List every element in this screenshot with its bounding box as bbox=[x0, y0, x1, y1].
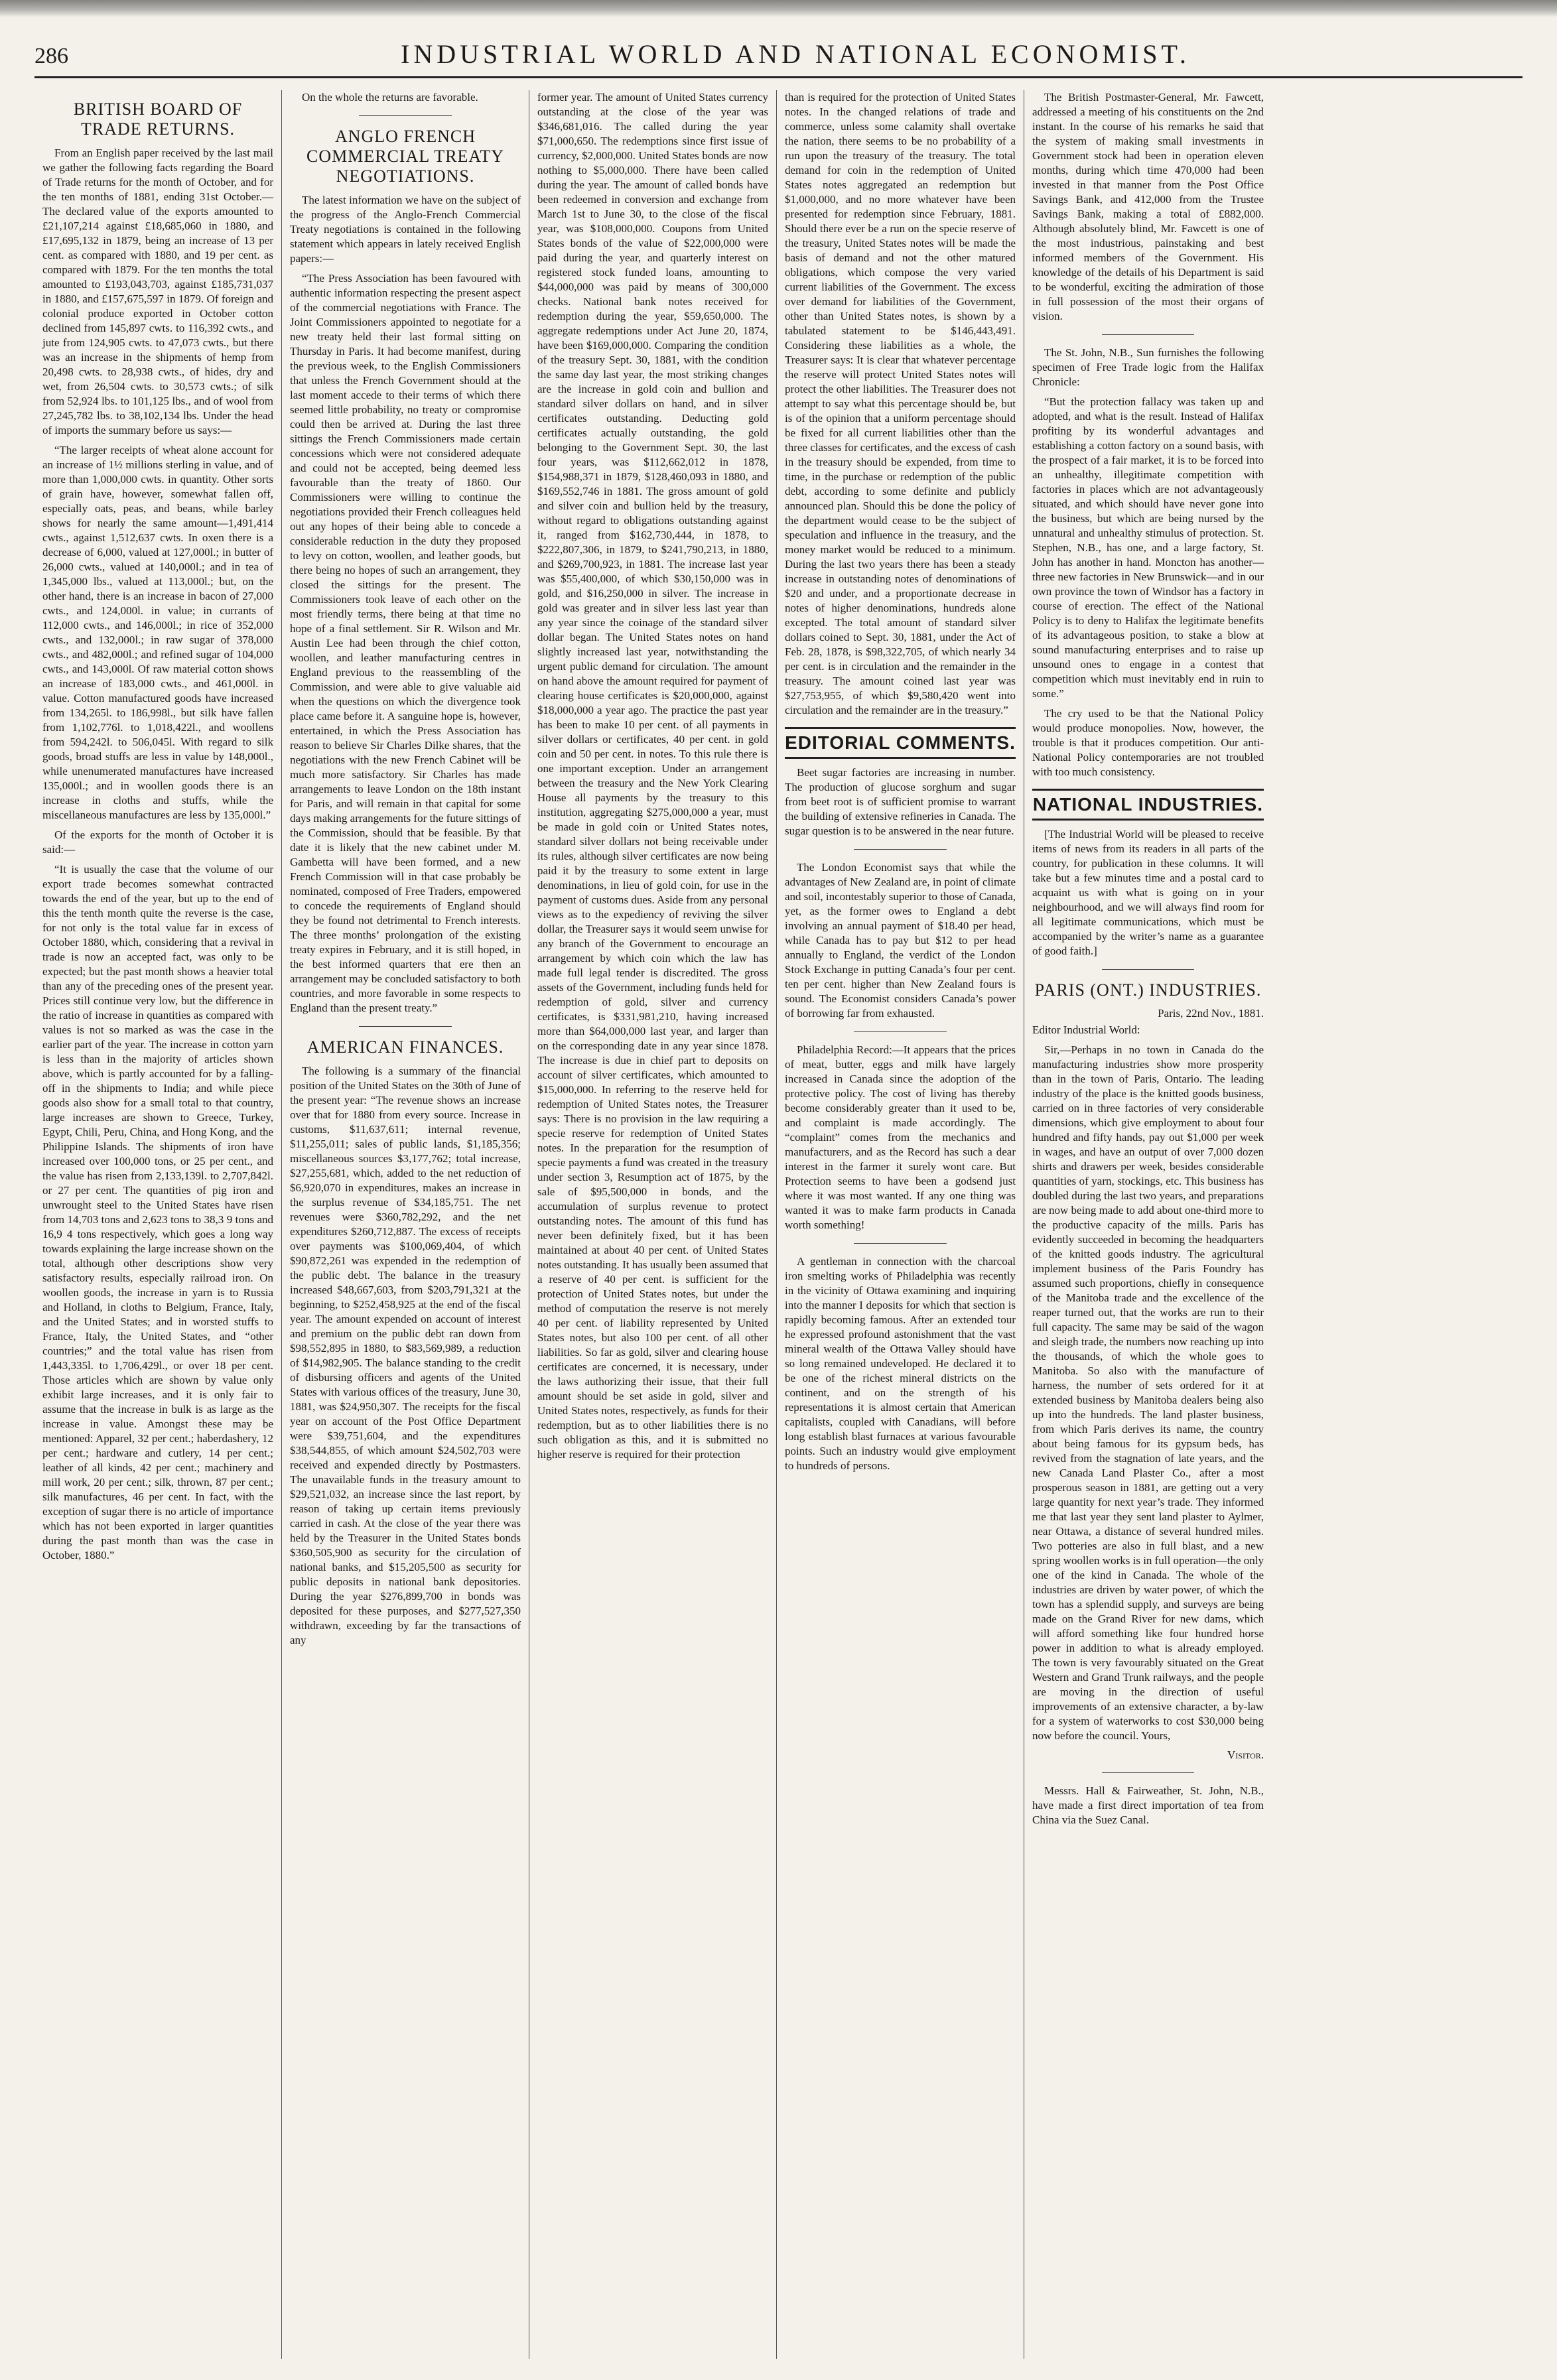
letter-body: Sir,—Perhaps in no town in Canada do the manufacturing industries show more prosperity than in the town of Paris, Ontario. The leading industry of the place is the knitted goods business, carried on in three factories of very considerable dimensions, which give employment to about four hundred and fifty hands, pay out $1,000 per week in wages, and have an output of over 7,000 dozen shirts and drawers per week, besides considerable quantities of yarn, stockings, etc. This business has doubled during the last two years, and preparations are now being made to add about one-third more to the productive capacity of the mills. Paris has evidently succeeded in becoming the headquarters of the knitted goods industry. The agricultural implement business of the Paris Foundry has assumed such proportions, chiefly in consequence of the Manitoba trade and the excellence of the reaper turned out, that the works are run to their full capacity. The same may be said of the wagon and sleigh trade, the numbers now reaching up into the thousands, of which the whole goes to Manitoba. So also with the manufacture of harness, the number of sets ordered for it at extended business by Manitoba dealers being also up into the hundreds. The land plaster business, from which Paris derives its name, the country about being famous for its gypsum beds, has revived from the stagnation of late years, and the new Canada Land Plaster Co., after a most prosperous season in 1881, are getting out a very large quantity for next year’s trade. They informed me that last year they sent land plaster to Aylmer, near Ottawa, a distance of several hundred miles. Two potteries are also in full blast, and a new spring woollen works is in full operation—the only one of the kind in Canada. The whole of the industries are driven by water power, of which the town has a splendid supply, and surveys are being made on the Grand River for new dams, which will afford something like four hundred horse power in addition to what is already employed. The town is very favourably situated on the Great Western and Grand Trunk railways, and the people are moving in the direction of useful improvements of an extensive character, a by-law for a system of waterworks to cost $30,000 being now before the council. Yours, bbox=[1032, 1043, 1264, 1742]
divider bbox=[1102, 334, 1195, 335]
article-paragraph: The latest information we have on the subject of the progress of the Anglo-French Commercial Treaty negotiations is contained in the following statement which appears in lately received English papers:— bbox=[290, 194, 521, 265]
column-4 bbox=[777, 90, 1024, 2359]
column-2 bbox=[282, 90, 529, 2359]
divider bbox=[854, 849, 946, 850]
columns bbox=[34, 90, 1523, 2359]
editorial-item: A gentleman in connection with the charcoal iron smelting works of Philadelphia was recently in the vicinity of Ottawa examining and inquiring into the manner I deposits for which that section is rapidly becoming famous. After an extended tour he expressed profound astonishment that the vast mineral wealth of the Ottawa Valley should have so long remained undeveloped. He declared it to be one of the richest mineral districts on the continent, and on the strength of his representations it is almost certain that American capitalists, coupled with Canadians, will before long establish blast furnaces at various favourable points. Such an industry would give employment to hundreds of persons. bbox=[785, 1255, 1016, 1472]
section-heading-national-industries: NATIONAL INDUSTRIES. bbox=[1032, 789, 1264, 821]
article-paragraph: From an English paper received by the last mail we gather the following facts regarding the Board of Trade returns for the month of October, and for the ten months of 1881, ending 31st October.—The declared value of the exports amounted to £21,107,214 against £18,685,060 in 1880, and £17,695,132 in 1879, being an increase of 13 per cent. as compared with 1880, and 19 per cent. as compared with 1879. For the ten months the total amounted to £193,043,703, against £185,731,037 in 1880, and £157,675,597 in 1879. Of foreign and colonial produce exported in October cotton declined from 145,897 cwts. to 116,392 cwts., and jute from 124,905 cwts. to 47,073 cwts., but there was an increase in the shipments of hemp from 20,498 cwts. to 28,938 cwts., of hides, dry and wet, from 26,504 cwts. to 30,573 cwts.; of silk from 52,924 lbs. to 101,125 lbs., and of wool from 27,245,782 lbs. to 38,102,134 lbs. Under the head of imports the summary before us says:— bbox=[42, 147, 273, 436]
article-paragraph: On the whole the returns are favorable. bbox=[302, 91, 478, 103]
editorial-item: Beet sugar factories are increasing in number. The production of glucose sorghum and sugar from beet root is of sufficient promise to warrant the building of extensive refineries in Canada. The sugar question is to be answered in the near future. bbox=[785, 766, 1016, 837]
article-quote: “The larger receipts of wheat alone account for an increase of 1½ millions sterling in value, and of more than 1,000,000 cwts. in quantity. Other sorts of grain have, however, somewhat fallen off, especially oats, peas, and beans, while barley shows for nearly the same amount—1,491,414 cwts., against 1,512,637 cwts. In oxen there is a decrease of 6,000, valued at 127,000l.; in butter of 26,000 cwts., valued at 140,000l.; and in tea of 1,345,000 lbs., valued at 113,000l.; but, on the other hand, there is an increase in bacon of 27,000 cwts., and 124,000l. in value; in currants of 112,000 cwts., and 146,000l.; in rice of 352,000 cwts., and 132,000l.; in raw sugar of 378,000 cwts., and 482,000l.; and refined sugar of 104,000 cwts., and 143,000l. Of raw material cotton shows an increase of 183,000 cwts., and 461,000l. in value. Cotton manufactured goods have increased from 134,265l. to 186,998l., but silk have fallen from 1,102,776l. to 1,018,422l., and woollens from 594,242l. to 506,045l. With regard to silk goods, broad stuffs are less in value by 148,000l., while unenumerated manufactures have increased 135,000l.; and in woollen goods there is an increase in cloths and stuffs, while the miscellaneous manufactures are less by 135,000l.” bbox=[42, 444, 273, 821]
letter-signature: Visitor. bbox=[1227, 1749, 1264, 1761]
divider bbox=[359, 1026, 451, 1027]
divider bbox=[1102, 969, 1195, 970]
article-quote: “But the protection fallacy was taken up and adopted, and what is the result. Instead of Halifax profiting by its wonderful advantages and establishing a cotton factory on a sound basis, with the prospect of a fair market, it is to be forced into an unhealthy, illegitimate competition with factories in places which are not advantageously situated, and which should have never gone into the business, but which are being nursed by the unnatural and unhealthy stimulus of protection. St. Stephen, N.B., has one, and a large factory, St. John has another in hand. Moncton has another—three new factories in New Brunswick—and in our own province the town of Windsor has a factory in course of erection. The effect of the National Policy is to deny to Halifax the legitimate benefits of its advantageous position, to stake a blow at sound manufacturing enterprises and to raise up unsound ones to engage in a contest that competition which must inevitably end in ruin to some.” bbox=[1032, 395, 1264, 700]
section-notice: [The Industrial World will be pleased to receive items of news from its readers in all parts of the country, for publication in these columns. It will take but a few minutes time and a postal card to acquaint us with what is going on in your neighbourhood, and we will always find room for all legitimate communications, which must be accompanied by the writer’s name as a guarantee of good faith.] bbox=[1032, 828, 1264, 957]
letter-salutation: Editor Industrial World: bbox=[1032, 1024, 1140, 1036]
divider bbox=[854, 1031, 946, 1032]
article-heading-american-finances: AMERICAN FINANCES. bbox=[306, 1037, 504, 1057]
divider bbox=[1102, 1772, 1195, 1773]
letter-heading-paris-industries: PARIS (ONT.) INDUSTRIES. bbox=[1034, 980, 1262, 1000]
column-5 bbox=[1024, 90, 1272, 2359]
article-paragraph: than is required for the protection of United States notes. In the changed relations of trade and commerce, unless some calamity shall overtake the nation, there seems to be no probability of a run upon the treasury of the treasury. The total demand for coin in the redemption of United States notes aggregated an redemption but $1,000,000, and no more whatever have been presented for redemption since February, 1881. Should there ever be a run on the specie reserve of the treasury, United States notes will be made the basis of demand and not the other matured obligations, which compose the very varied current liabilities of the Government. The excess over demand for liabilities of the Government, other than United States notes, is shown by a tabulated statement to be $146,443,491. Considering these liabilities as a whole, the Treasurer says: It is clear that whatever percentage the reserve will protect United States notes will protect the other liabilities. The Treasurer does not attempt to say what this percentage should be, but is of the opinion that a uniform percentage should be fixed for all current liabilities other than the three classes for certificates, and the excess of cash in the treasury should be expended, from time to time, in the purchase or redemption of the public debt, according to some definite and publicly announced plan. Should this be done the policy of the department would cease to be the subject of speculation and influence in the treasury, and the money market would be reduced to a minimum. During the last two years there has been a steady increase in outstanding notes of denominations of $20 and under, and a proportionate decrease in notes of higher denominations, hundreds alone excepted. The total amount of standard silver dollars coined to Sept. 30, 1881, under the Act of Feb. 28, 1878, is $98,322,705, of which nearly 34 per cent. is in circulation and the remainder in the treasury. The amount coined last year was $27,753,955, of which $9,580,420 went into circulation and the remainder are in the treasury.” bbox=[785, 91, 1016, 716]
column-1 bbox=[34, 90, 282, 2359]
editorial-item: The London Economist says that while the advantages of New Zealand are, in point of climate and soil, incontestably superior to those of Canada, yet, as the former owes to England a debt involving an annual payment of $18.40 per head, while Canada has to pay but $12 to per head annually to England, the verdict of the London Stock Exchange in putting Canada’s four per cent. ten per cent. higher than New Zealand fours is sound. The Economist considers Canada’s power of borrowing far from exhausted. bbox=[785, 861, 1016, 1020]
section-heading-editorial-comments: EDITORIAL COMMENTS. bbox=[785, 727, 1016, 759]
article-paragraph: Of the exports for the month of October it is said:— bbox=[42, 828, 273, 856]
article-paragraph: former year. The amount of United States currency outstanding at the close of the year was $346,681,016. The called during the year $71,000,650. The redemptions since first issue of currency, $2,000,000. United States bonds are now nothing to $5,000,000. There have been called during the year. The amount of called bonds have been redeemed in conversion and exchange from March 1st to June 30, to the close of the fiscal year, was $108,000,000. Coupons from United States bonds of the value of $22,000,000 were paid during the year, and quarterly interest on registered stock funded loans, amounting to $44,000,000 was paid by means of 300,000 checks. National bank notes received for redemption during the year, $59,650,000. The aggregate redemptions under Act June 20, 1874, have been $169,000,000. Comparing the condition of the treasury Sept. 30, 1881, with the condition the same day last year, the most striking changes are the increase in gold coin and bullion and standard silver dollars on hand, and in silver certificates outstanding. Deducting gold certificates actually outstanding, the gold belonging to the Government Sept. 30, the last four years, was $112,662,012 in 1878, $154,988,371 in 1879, $128,460,093 in 1880, and $169,552,746 in 1881. The gross amount of gold and silver coin and bullion held by the treasury, without regard to obligations outstanding against it, ranged from $162,730,444, in 1878, to $222,807,306, in 1879, to $241,790,213, in 1880, and $269,700,923, in 1881. The increase last year was $55,400,000, of which $30,150,000 was in gold, and $16,250,000 in silver. The increase in gold was greater and in silver less last year than any year since the coinage of the standard silver dollar began. The United States notes on hand slightly increased last year, notwithstanding the urgent public demand for circulation. The amount on hand above the amount required for payment of clearing house certificates is $20,000,000, against $18,000,000 a year ago. The practice the past year has been to make 10 per cent. of all payments in silver dollars or certificates, 40 per cent. in gold coin and 50 per cent. in notes. To this rule there is one important exception. Under an arrangement between the treasury and the New York Clearing House all payments by the treasury to this institution, aggregating $275,000,000 a year, must be made in gold coin or United States notes, standard silver dollars not being receivable under its rules, although silver certificates are now being paid it by the treasury to some extent in large denominations, in lieu of gold coin, for use in the payment of customs dues. Aside from any personal views as to the expediency of reviving the silver dollar, the Treasurer says it would seem unwise for any branch of the Government to encourage an arrangement by which coin which the law has made full legal tender is discredited. The gross assets of the Government, including funds held for redemption of gold, silver and currency certificates, is $331,981,210, having increased more than $64,000,000 last year, and larger than on the corresponding date in any year since 1878. The increase is due in chief part to deposits on account of silver certificates, which amounted to $15,000,000. In referring to the reserve held for redemption of United States notes, the Treasurer says: There is no provision in the law requiring a specie reserve for redemption of United States notes. In the preparation for the resumption of specie payments a fund was created in the treasury under section 3, Resumption act of 1875, by the sale of $95,500,000 in bonds, and the accumulation of surplus revenue to protect outstanding notes. The amount of this fund has never been definitely fixed, but it has been maintained at about 40 per cent. of United States notes outstanding. It has usually been assumed that a reserve of 40 per cent. is sufficient for the protection of United States notes, but under the method of computation the reserve is not merely 40 per cent. of liability represented by United States notes, but also 100 per cent. of all other liabilities. So far as gold, silver and clearing house certificates are concerned, it is necessary, under the laws authorizing their issue, that their full amount should be set aside in gold, silver and United States notes, respectively, as funds for their redemption, but as to other liabilities there is no such obligation as this, and it is submitted no higher reserve is required for their protection bbox=[537, 91, 768, 1461]
article-paragraph: Messrs. Hall & Fairweather, St. John, N.B., have made a first direct importation of tea from China via the Suez Canal. bbox=[1032, 1784, 1264, 1826]
article-paragraph: The British Postmaster-General, Mr. Fawcett, addressed a meeting of his constituents on the 2nd instant. In the course of his remarks he said that the system of making small investments in Government stock had been in operation eleven months, during which time 470,000 had been invested in that manner from the Post Office Savings Bank, and 412,000 from the Trustee Savings Bank, making a total of £882,000. Although absolutely blind, Mr. Fawcett is one of the most industrious, painstaking and best informed members of the Government. His knowledge of the details of his Department is said to be wonderful, exciting the admiration of those in full possession of the most their organs of vision. bbox=[1032, 91, 1264, 322]
page-header bbox=[34, 38, 1523, 78]
divider bbox=[854, 1243, 946, 1244]
article-heading-board-of-trade: BRITISH BOARD OF TRADE RETURNS. bbox=[73, 99, 243, 139]
divider bbox=[359, 115, 451, 116]
article-quote: “It is usually the case that the volume of our export trade becomes somewhat contracted towards the end of the year, but up to the end of this the tenth month quite the reverse is the case, for not only is the total value far in excess of October 1880, which, considering that a revival in trade is now an accepted fact, was only to be expected; but the past month shows a heavier total than any of the preceding ones of the present year. Prices still continue very low, but the difference in the ratio of increase in quantities as compared with values is not so marked as was the case in the earlier part of the year. The increase in cotton yarn is less than in the majority of articles shown above, which is partly accounted for by a falling-off in the shipments to India; and while piece goods also show for a small total to that country, large increases are shown to Greece, Turkey, Egypt, Chili, Peru, China, and Hong Kong, and the Philippine Islands. The shipments of iron have increased over 100,000 tons, or 25 per cent., and the value has risen from 2,133,139l. to 2,707,842l. or 27 per cent. The quantities of pig iron and unwrought steel to the United States have risen from 14,703 tons and 2,623 tons to 38,3 9 tons and 16,9 4 tons respectively, which goes a long way towards explaining the large increase shown on the total, although other descriptions show very satisfactory results, especially railroad iron. On woollen goods, the increase in yarn is to Russia and Holland, in cloths to Belgium, France, Italy, and the United States; and in worsted stuffs to France, Italy, the United States, and “other countries;” and the total value has risen from 1,443,335l. to 1,706,429l., or over 18 per cent. Those articles which are shown by value only exhibit large increases, and it is only fair to assume that the increase in bulk is as large as the increase in value. Amongst these may be mentioned: Apparel, 32 per cent.; haberdashery, 12 per cent.; hardware and cutlery, 14 per cent.; leather of all kinds, 42 per cent.; machinery and mill work, 20 per cent.; silk, thrown, 87 per cent.; silk manufactures, 46 per cent. In fact, with the exception of sugar there is no article of importance which has not been exported in larger quantities during the past month than was the case in October, 1880.” bbox=[42, 863, 273, 1561]
letter-dateline: Paris, 22nd Nov., 1881. bbox=[1158, 1007, 1264, 1020]
column-3 bbox=[529, 90, 777, 2359]
scan-edge-shadow bbox=[0, 0, 1557, 17]
editorial-item: Philadelphia Record:—It appears that the prices of meat, butter, eggs and milk have largely increased in Canada since the adoption of the protective policy. The cost of living has thereby become considerably greater than it used to be, and complaint is made accordingly. The “complaint” comes from the mechanics and manufacturers, and as the Record has such a dear interest in the farmer it surely wont care. But Protection seems to have been a godsend just where it was most wanted. If any one thing was wanted it was to make farm products in Canada worth something! bbox=[785, 1043, 1016, 1231]
article-paragraph: The following is a summary of the financial position of the United States on the 30th of June of the present year: “The revenue shows an increase over that for 1880 from every source. Increase in customs, $11,637,611; internal revenue, $11,255,011; sales of public lands, $1,185,356; miscellaneous sources $3,177,762; total increase, $27,255,681, which, added to the net reduction of $6,920,070 in expenditures, makes an increase in the surplus revenue of $34,185,751. The net revenues were $360,782,292, and the net expenditures $260,712,887. The excess of receipts over payments was $100,069,404, of which $90,872,261 was expended in the redemption of the public debt. The balance in the treasury increased $48,667,603, from $203,791,321 at the beginning, to $252,458,925 at the end of the fiscal year. The amount expended on account of interest and premium on the public debt ran down from $98,552,895 in 1880, to $83,569,989, a reduction of $14,982,905. The balance standing to the credit of disbursing officers and agents of the United States with various offices of the treasury, June 30, 1881, was $24,950,307. The receipts for the fiscal year on account of the Post Office Department were $39,751,604, and the expenditures $38,544,855, of which amount $24,502,703 were received and expended directly by Postmasters. The unavailable funds in the treasury amount to $29,521,032, an increase since the last report, by reason of taking up certain items previously carried in cash. At the close of the year there was held by the Treasurer in the United States bonds $360,505,900 as security for the circulation of national banks, and $15,205,500 as security for public deposits in national bank depositories. During the year $276,899,700 in bonds was deposited for these purposes, and $277,527,350 withdrawn, exceeding by far the transactions of any bbox=[290, 1065, 521, 1646]
article-quote: “The Press Association has been favoured with authentic information respecting the present aspect of the commercial negotiations with France. The Joint Commissioners appointed to negotiate for a new treaty held their last formal sitting on Thursday in Paris. It had become manifest, during the previous week, to the English Commissioners that unless the French Government should at the last moment accede to their terms of which there seemed little probability, no treaty or compromise could then be arrived at. During the last three sittings the French Commissioners made certain concessions which were not considered adequate and could not be accepted, being deemed less favourable than the treaty of 1860. Our Commissioners were willing to continue the negotiations provided their French colleagues held out any hopes of their being able to concede a considerable reduction in the duty they proposed to levy on cotton, woollen, and leather goods, but there being no hopes of such an arrangement, they closed the sittings for the present. The Commissioners took leave of each other on the most friendly terms, there being at that time no hope of a final settlement. Sir R. Wilson and Mr. Austin Lee had been through the chief cotton, woollen, and leather manufacturing centres in England previous to the reassembling of the Commission, and were able to give valuable aid when the questions on which the divergence took place came before it. A sanguine hope is, however, entertained, in which the Press Association has reason to believe Sir Charles Dilke shares, that the negotiations with the new French Cabinet will be much more satisfactory. Sir Charles has made arrangements to leave London on the 18th instant for Paris, and will remain in that capital for some days making arrangements for the future sittings of the Commission, should that be feasible. By that date it is likely that the new cabinet under M. Gambetta will have been formed, and a new French Commission will in that case probably be nominated, composed of Free Traders, empowered to concede the requirements of England should they be found not detrimental to French interests. The three months’ prolongation of the existing treaty expires in February, and it is still hoped, in the best informed quarters that ere then an arrangement may be concluded satisfactory to both countries, and more favorable in some respects to England than the present treaty.” bbox=[290, 272, 521, 1014]
article-paragraph: The cry used to be that the National Policy would produce monopolies. Now, however, the trouble is that it produces competition. Our anti-National Policy contemporaries are not troubled with too much consistency. bbox=[1032, 707, 1264, 778]
publication-title: INDUSTRIAL WORLD AND NATIONAL ECONOMIST. bbox=[401, 39, 1190, 69]
article-heading-commercial-treaty: ANGLO FRENCH COMMERCIAL TREATY NEGOTIATIONS. bbox=[306, 127, 504, 186]
article-paragraph: The St. John, N.B., Sun furnishes the following specimen of Free Trade logic from the Halifax Chronicle: bbox=[1032, 346, 1264, 388]
page-number: 286 bbox=[34, 44, 68, 68]
